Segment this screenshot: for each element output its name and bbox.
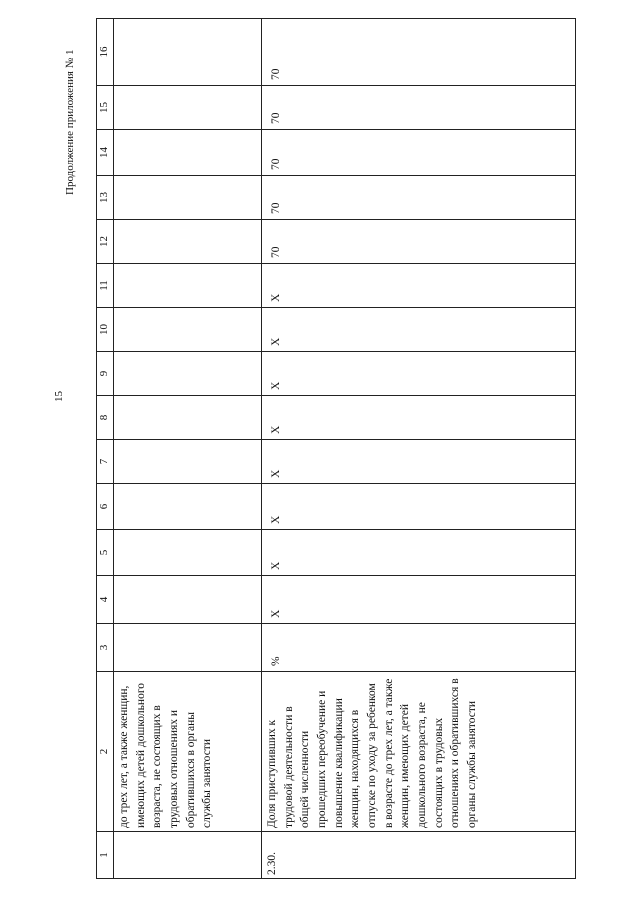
col-header: 9 — [97, 352, 114, 396]
value-cell: 70 — [262, 86, 576, 130]
value-cell: X — [262, 264, 576, 308]
col-header: 16 — [97, 19, 114, 86]
col-header: 6 — [97, 484, 114, 530]
value-cell: X — [262, 396, 576, 440]
col-header: 1 — [97, 832, 114, 879]
value-cell: X — [262, 440, 576, 484]
value-cell: X — [262, 530, 576, 576]
value-cell: 70 — [262, 130, 576, 176]
value-cell: X — [262, 352, 576, 396]
col-header: 14 — [97, 130, 114, 176]
col-header: 11 — [97, 264, 114, 308]
col-header: 7 — [97, 440, 114, 484]
col-header: 12 — [97, 220, 114, 264]
col-header: 4 — [97, 576, 114, 624]
table-container — [96, 29, 576, 879]
indicator-table — [96, 18, 576, 879]
value-cell: 70 — [262, 176, 576, 220]
col-header: 5 — [97, 530, 114, 576]
row-number — [114, 832, 262, 879]
table-row-2-30 — [262, 19, 576, 879]
col-header: 10 — [97, 308, 114, 352]
unit-cell: % — [262, 624, 576, 672]
row-number: 2.30. — [262, 832, 576, 879]
indicator-text: Доля приступивших к трудовой деятельности в общей численности прошедших переобучение и повышение квалификации женщин, находящихся в отпуске по уходу за ребенком в возрасте до трех лет, а также женщин, имеющих детей дошкольного возраста, не состоящих в трудовых отношениях и обратившихся в органы службы занятости — [262, 672, 576, 832]
value-cell: X — [262, 308, 576, 352]
col-header: 3 — [97, 624, 114, 672]
col-header: 15 — [97, 86, 114, 130]
header-row — [97, 19, 114, 879]
value-cell: X — [262, 576, 576, 624]
value-cell: 70 — [262, 220, 576, 264]
col-header: 8 — [97, 396, 114, 440]
col-header: 2 — [97, 672, 114, 832]
value-cell: 70 — [262, 19, 576, 86]
indicator-text: до трех лет, а также женщин, имеющих детей дошкольного возраста, не состоящих в трудовых отношениях и обратившихся в органы службы занятости — [114, 672, 262, 832]
col-header: 13 — [97, 176, 114, 220]
page-number: 15 — [53, 391, 65, 402]
value-cell: X — [262, 484, 576, 530]
continuation-note: Продолжение приложения № 1 — [64, 49, 76, 195]
table-row-continued — [114, 19, 262, 879]
